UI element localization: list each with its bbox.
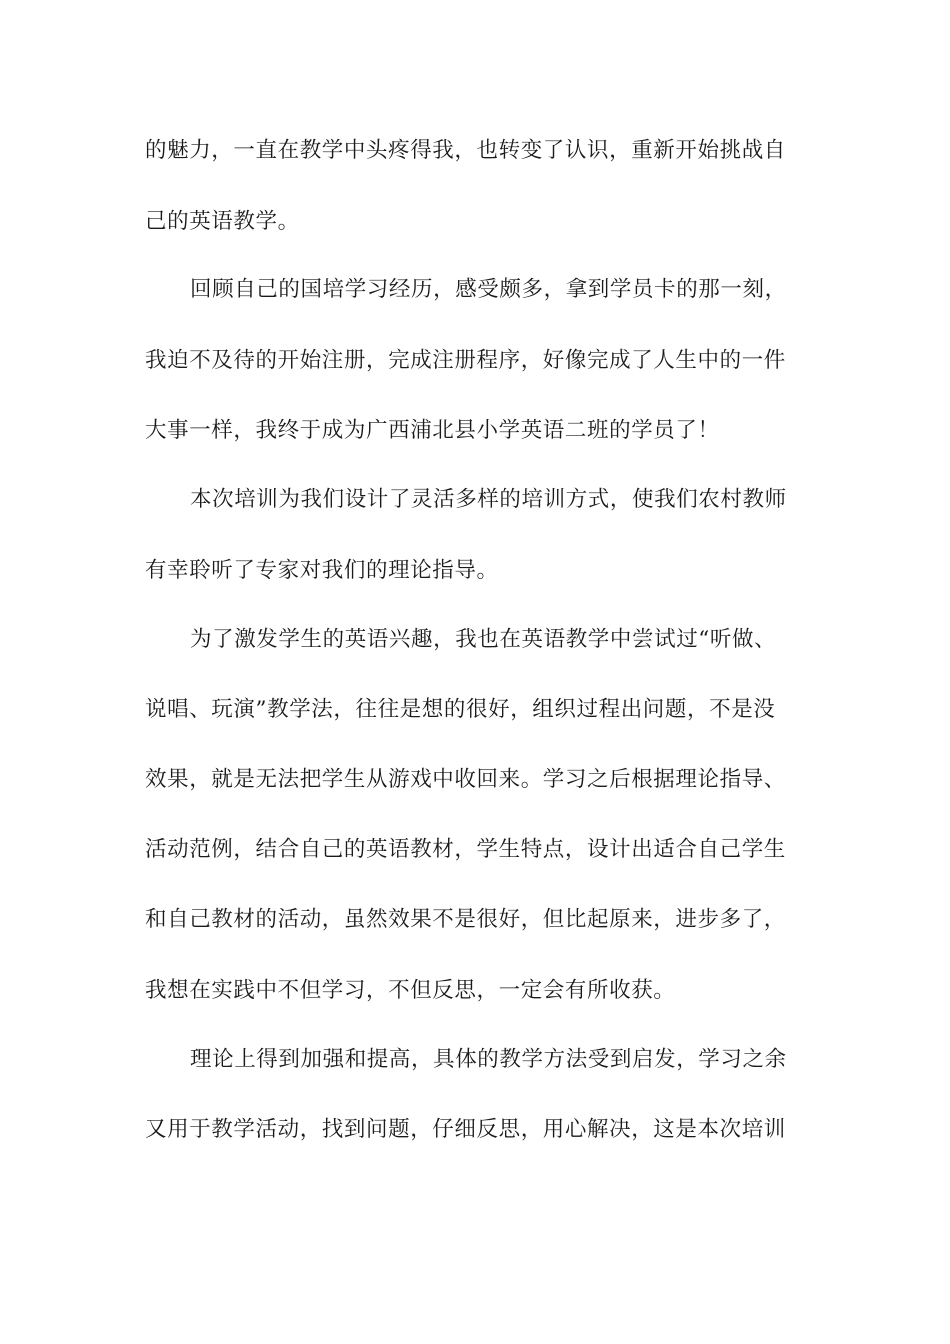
text-line: 己的英语教学。	[145, 209, 300, 234]
paragraph-start-line: 为了激发学生的英语兴趣，我也在英语教学中尝试过“听做、	[190, 627, 777, 652]
text-line: 我迫不及待的开始注册，完成注册程序，好像完成了人生中的一件	[145, 348, 786, 373]
paragraph-start-line: 回顾自己的国培学习经历，感受颇多，拿到学员卡的那一刻，	[190, 277, 787, 302]
text-line: 的魅力，一直在教学中头疼得我，也转变了认识，重新开始挑战自	[145, 138, 786, 163]
text-line: 又用于教学活动，找到问题，仔细反思，用心解决，这是本次培训	[145, 1117, 786, 1142]
paragraph-start-line: 理论上得到加强和提高，具体的教学方法受到启发，学习之余	[190, 1047, 787, 1072]
text-line: 我想在实践中不但学习，不但反思，一定会有所收获。	[145, 978, 676, 1003]
text-line: 说唱、玩演”教学法，往往是想的很好，组织过程出问题，不是没	[145, 697, 776, 722]
text-line: 有幸聆听了专家对我们的理论指导。	[145, 558, 499, 583]
text-line: 活动范例，结合自己的英语教材，学生特点，设计出适合自己学生	[145, 837, 786, 862]
paragraph-start-line: 本次培训为我们设计了灵活多样的培训方式，使我们农村教师	[190, 487, 787, 512]
text-line: 效果，就是无法把学生从游戏中收回来。学习之后根据理论指导、	[145, 767, 786, 792]
text-line: 大事一样，我终于成为广西浦北县小学英语二班的学员了！	[145, 418, 720, 443]
text-line: 和自己教材的活动，虽然效果不是很好，但比起原来，进步多了，	[145, 907, 786, 932]
